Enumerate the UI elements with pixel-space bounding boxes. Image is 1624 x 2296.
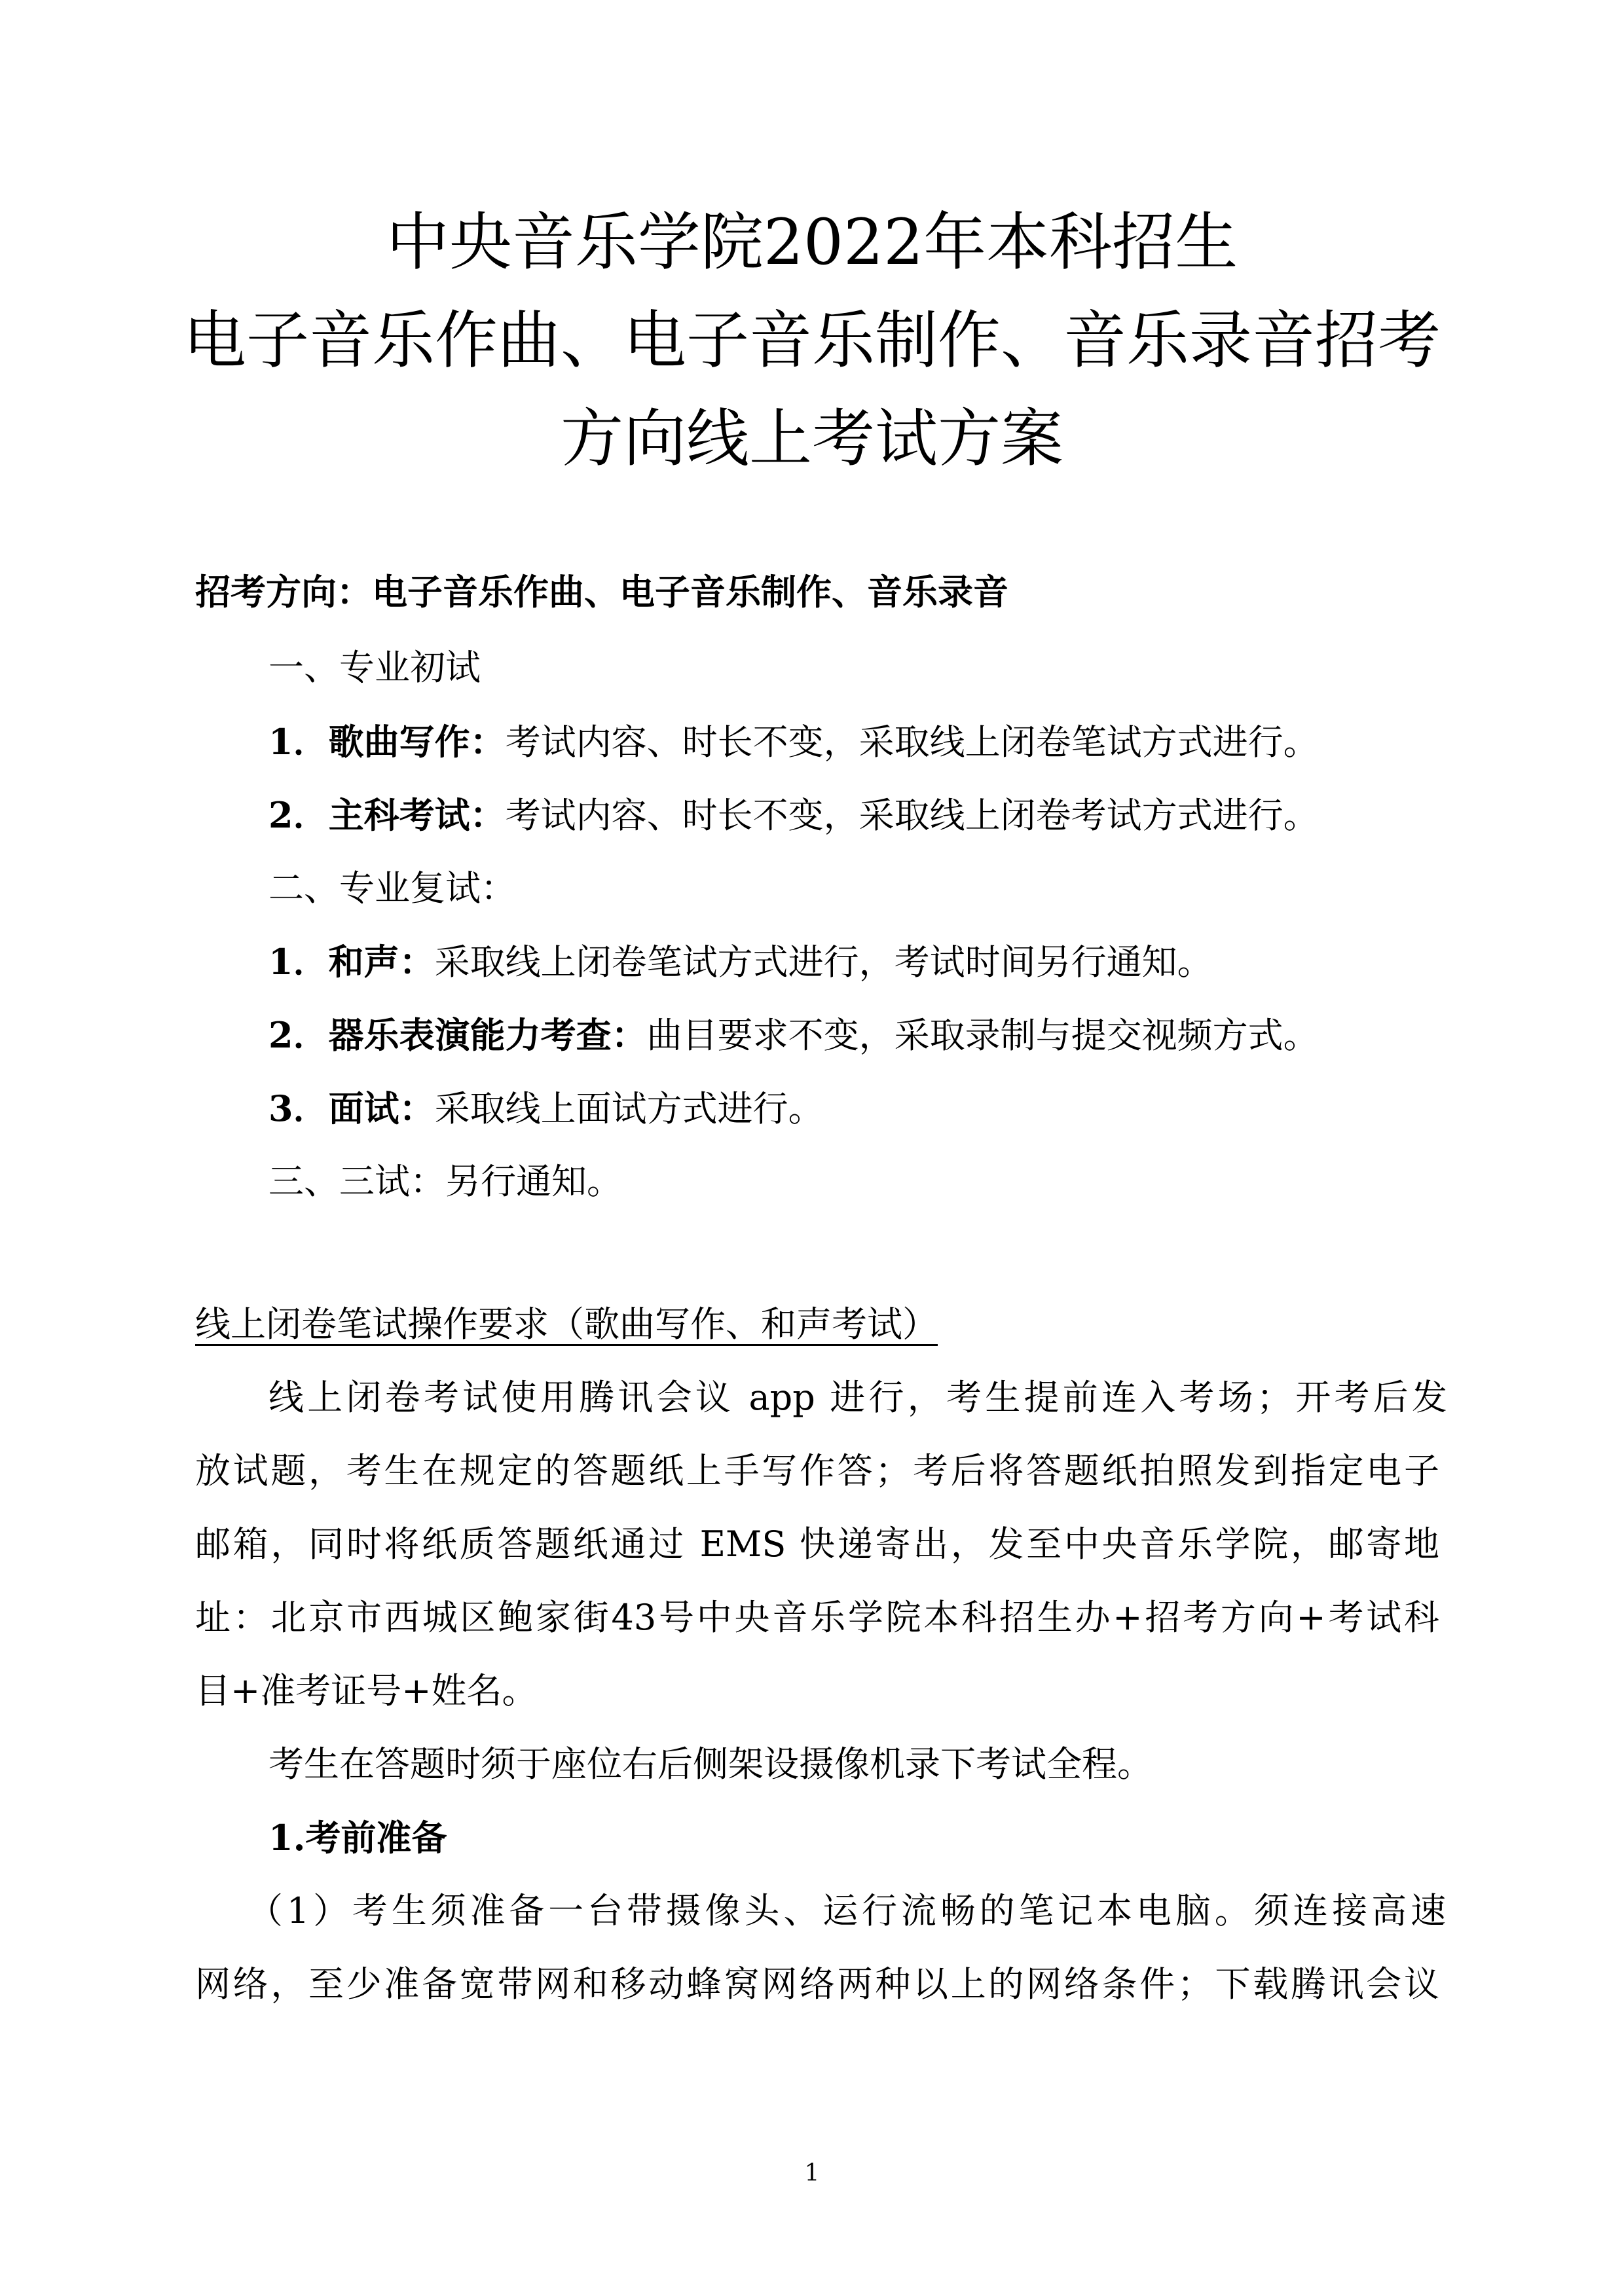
para1-line-3: 邮箱，同时将纸质答题纸通过 EMS 快递寄出，发至中央音乐学院，邮寄地 [195, 1523, 1439, 1565]
section2-item-1 [268, 939, 1213, 985]
title-line-3: 方向线上考试方案 [561, 402, 1063, 475]
direction-line [195, 570, 1008, 615]
para1-line-4: 址：北京市西城区鲍家街43号中央音乐学院本科招生办+招考方向+考试科 [195, 1597, 1439, 1638]
direction-value: 电子音乐作曲、电子音乐制作、音乐录音 [372, 572, 1008, 613]
section1-item-1 [268, 719, 1319, 765]
section2-item-1-label: 1．和声： [268, 941, 435, 983]
section2-item-3 [268, 1085, 824, 1132]
page-number: 1 [804, 2160, 820, 2187]
section2-item-3-label: 3．面试： [268, 1087, 435, 1129]
direction-label: 招考方向： [195, 572, 372, 613]
section1-item-1-label: 1．歌曲写作： [268, 721, 506, 763]
section1-item-2 [268, 792, 1319, 839]
para2: 考生在答题时须于座位右后侧架设摄像机录下考试全程。 [268, 1743, 1153, 1785]
section1-item-2-text: 考试内容、时长不变，采取线上闭卷考试方式进行。 [505, 795, 1319, 836]
section2-item-2-label: 2．器乐表演能力考查： [268, 1014, 647, 1056]
section1-heading: 一、专业初试 [268, 647, 481, 688]
section2-heading: 二、专业复试： [268, 867, 516, 909]
requirements-heading: 线上闭卷笔试操作要求（歌曲写作、和声考试） [195, 1303, 938, 1345]
para1-line-5: 目+准考证号+姓名。 [195, 1670, 538, 1711]
section1-item-1-text: 考试内容、时长不变，采取线上闭卷笔试方式进行。 [505, 721, 1319, 763]
para1-line-2: 放试题，考生在规定的答题纸上手写作答；考后将答题纸拍照发到指定电子 [195, 1450, 1439, 1491]
para3-line-1: （1）考生须准备一台带摄像头、运行流畅的笔记本电脑。须连接高速 [248, 1890, 1446, 1931]
section3-heading: 三、三试：另行通知。 [268, 1161, 622, 1202]
title-line-1: 中央音乐学院2022年本科招生 [386, 206, 1238, 279]
section2-item-1-text: 采取线上闭卷笔试方式进行，考试时间另行通知。 [434, 941, 1213, 983]
para1-line-1: 线上闭卷考试使用腾讯会议 app 进行，考生提前连入考场；开考后发 [268, 1377, 1447, 1418]
sub-heading-preparation: 1.考前准备 [268, 1817, 447, 1859]
section2-item-3-text: 采取线上面试方式进行。 [434, 1088, 824, 1129]
section1-item-2-label: 2．主科考试： [268, 794, 506, 836]
section2-item-2 [268, 1012, 1319, 1059]
para3-line-2: 网络，至少准备宽带网和移动蜂窝网络两种以上的网络条件；下载腾讯会议 [195, 1963, 1439, 2005]
title-line-2: 电子音乐作曲、电子音乐制作、音乐录音招考 [183, 304, 1441, 377]
section2-item-2-text: 曲目要求不变，采取录制与提交视频方式。 [646, 1015, 1319, 1056]
